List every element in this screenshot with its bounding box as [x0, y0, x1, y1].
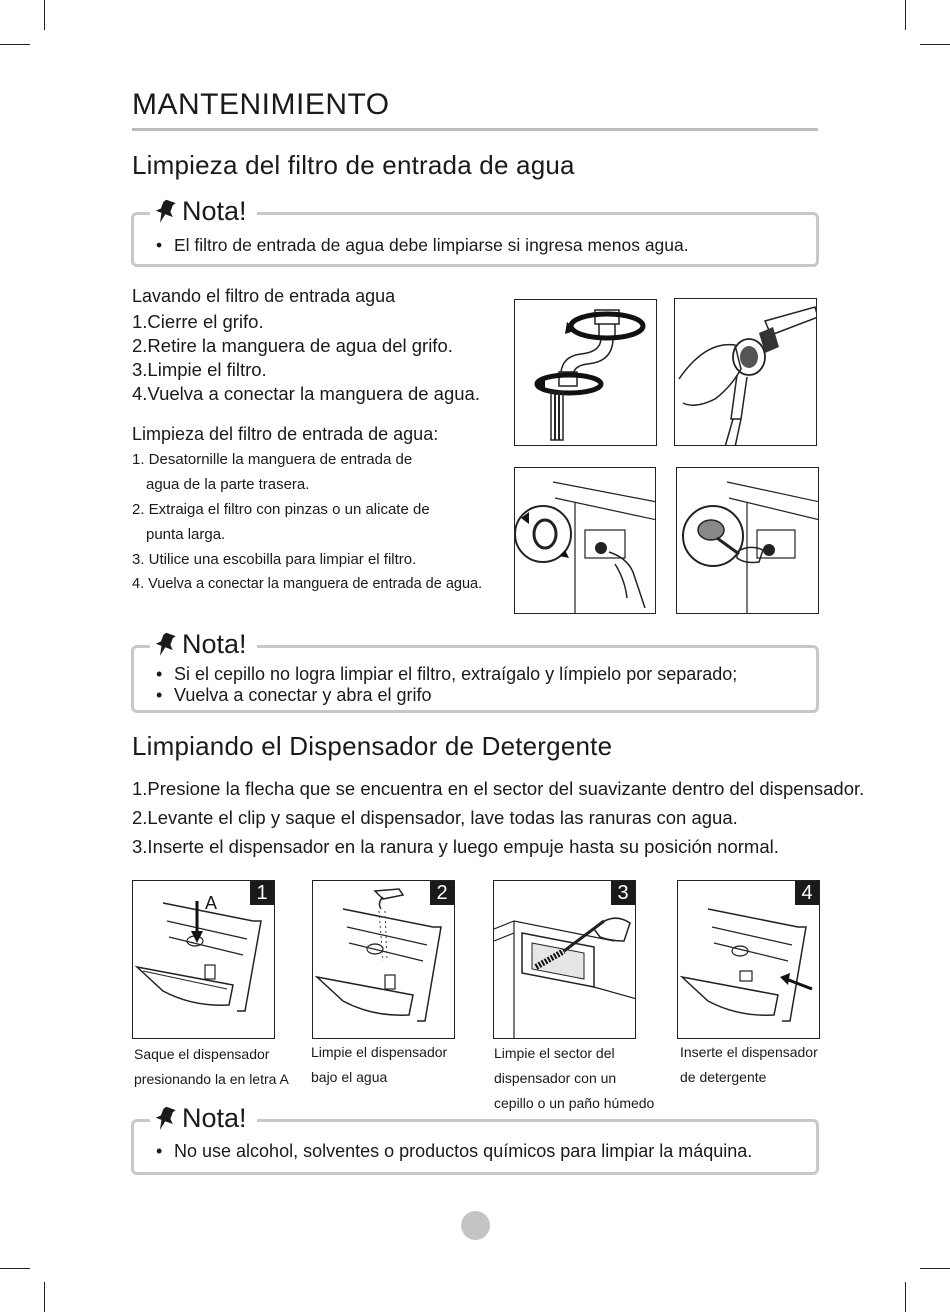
faucet-unscrew-illustration	[514, 299, 657, 446]
figure-caption: Saque el dispensador presionando la en letra A	[134, 1046, 289, 1087]
crop-mark	[0, 44, 30, 45]
dispenser-step: 1.Presione la flecha que se encuentra en el sector del suavizante dentro del dispensador.	[132, 778, 865, 799]
cleaning-step: 1. Desatornille la manguera de entrada de	[132, 451, 413, 468]
dispenser-figure-4	[677, 880, 820, 1039]
figure-caption: Limpie el dispensador bajo el agua	[311, 1044, 448, 1085]
washing-step: 4.Vuelva a conectar la manguera de agua.	[132, 383, 480, 404]
brush-filter-illustration	[674, 298, 817, 446]
figure-number: 2	[430, 881, 454, 905]
note-item: • No use alcohol, solventes o productos químicos para limpiar la máquina.	[156, 1140, 752, 1162]
pushpin-icon	[154, 198, 176, 226]
dispenser-step: 2.Levante el clip y saque el dispensador, lave todas las ranuras con agua.	[132, 807, 738, 828]
crop-mark	[905, 0, 906, 30]
note-item: • El filtro de entrada de agua debe limpiarse si ingresa menos agua.	[156, 234, 689, 256]
title-rule	[132, 128, 818, 131]
crop-mark	[44, 0, 45, 30]
washing-step: 3.Limpie el filtro.	[132, 359, 267, 380]
section-heading-filter: Limpieza del filtro de entrada de agua	[132, 150, 575, 180]
crop-mark	[920, 44, 950, 45]
crop-mark	[44, 1282, 45, 1312]
figure-caption: Inserte el dispensador de detergente	[680, 1044, 818, 1085]
crop-mark	[0, 1268, 30, 1269]
pushpin-icon	[154, 1105, 176, 1133]
washing-step: 2.Retire la manguera de agua del grifo.	[132, 335, 453, 356]
note-label: Nota!	[150, 196, 257, 227]
figure-number: 4	[795, 881, 819, 905]
cleaning-step: agua de la parte trasera.	[146, 476, 310, 493]
washing-title: Lavando el filtro de entrada agua	[132, 286, 396, 306]
cleaning-step: 2. Extraiga el filtro con pinzas o un alicate de	[132, 501, 430, 518]
dispenser-figure-1	[132, 880, 275, 1039]
marker-a: A	[205, 893, 218, 913]
crop-mark	[905, 1282, 906, 1312]
note-label: Nota!	[150, 629, 257, 660]
figure-number: 3	[611, 881, 635, 905]
figure-number: 1	[250, 881, 274, 905]
note-item: • Vuelva a conectar y abra el grifo	[156, 684, 431, 706]
page-number-dot	[461, 1211, 490, 1240]
note-item: • Si el cepillo no logra limpiar el filtro, extraígalo y límpielo por separado;	[156, 663, 737, 685]
pushpin-icon	[154, 631, 176, 659]
dispenser-step: 3.Inserte el dispensador en la ranura y luego empuje hasta su posición normal.	[132, 836, 779, 857]
note-label: Nota!	[150, 1103, 257, 1134]
back-hose-illustration	[514, 467, 656, 614]
cleaning-title: Limpieza del filtro de entrada de agua:	[132, 424, 439, 444]
cleaning-step: 4. Vuelva a conectar la manguera de entrada de agua.	[132, 576, 483, 592]
cleaning-step: punta larga.	[146, 526, 226, 543]
cleaning-step: 3. Utilice una escobilla para limpiar el filtro.	[132, 551, 417, 568]
page-title: MANTENIMIENTO	[132, 88, 390, 121]
washing-step: 1.Cierre el grifo.	[132, 311, 264, 332]
figure-caption: Limpie el sector del dispensador con un cepillo o un paño húmedo	[494, 1045, 655, 1111]
dispenser-figure-2	[312, 880, 455, 1039]
section-heading-dispenser: Limpiando el Dispensador de Detergente	[132, 731, 613, 761]
dispenser-figure-3	[493, 880, 636, 1039]
pliers-filter-illustration	[676, 467, 819, 614]
crop-mark	[920, 1268, 950, 1269]
